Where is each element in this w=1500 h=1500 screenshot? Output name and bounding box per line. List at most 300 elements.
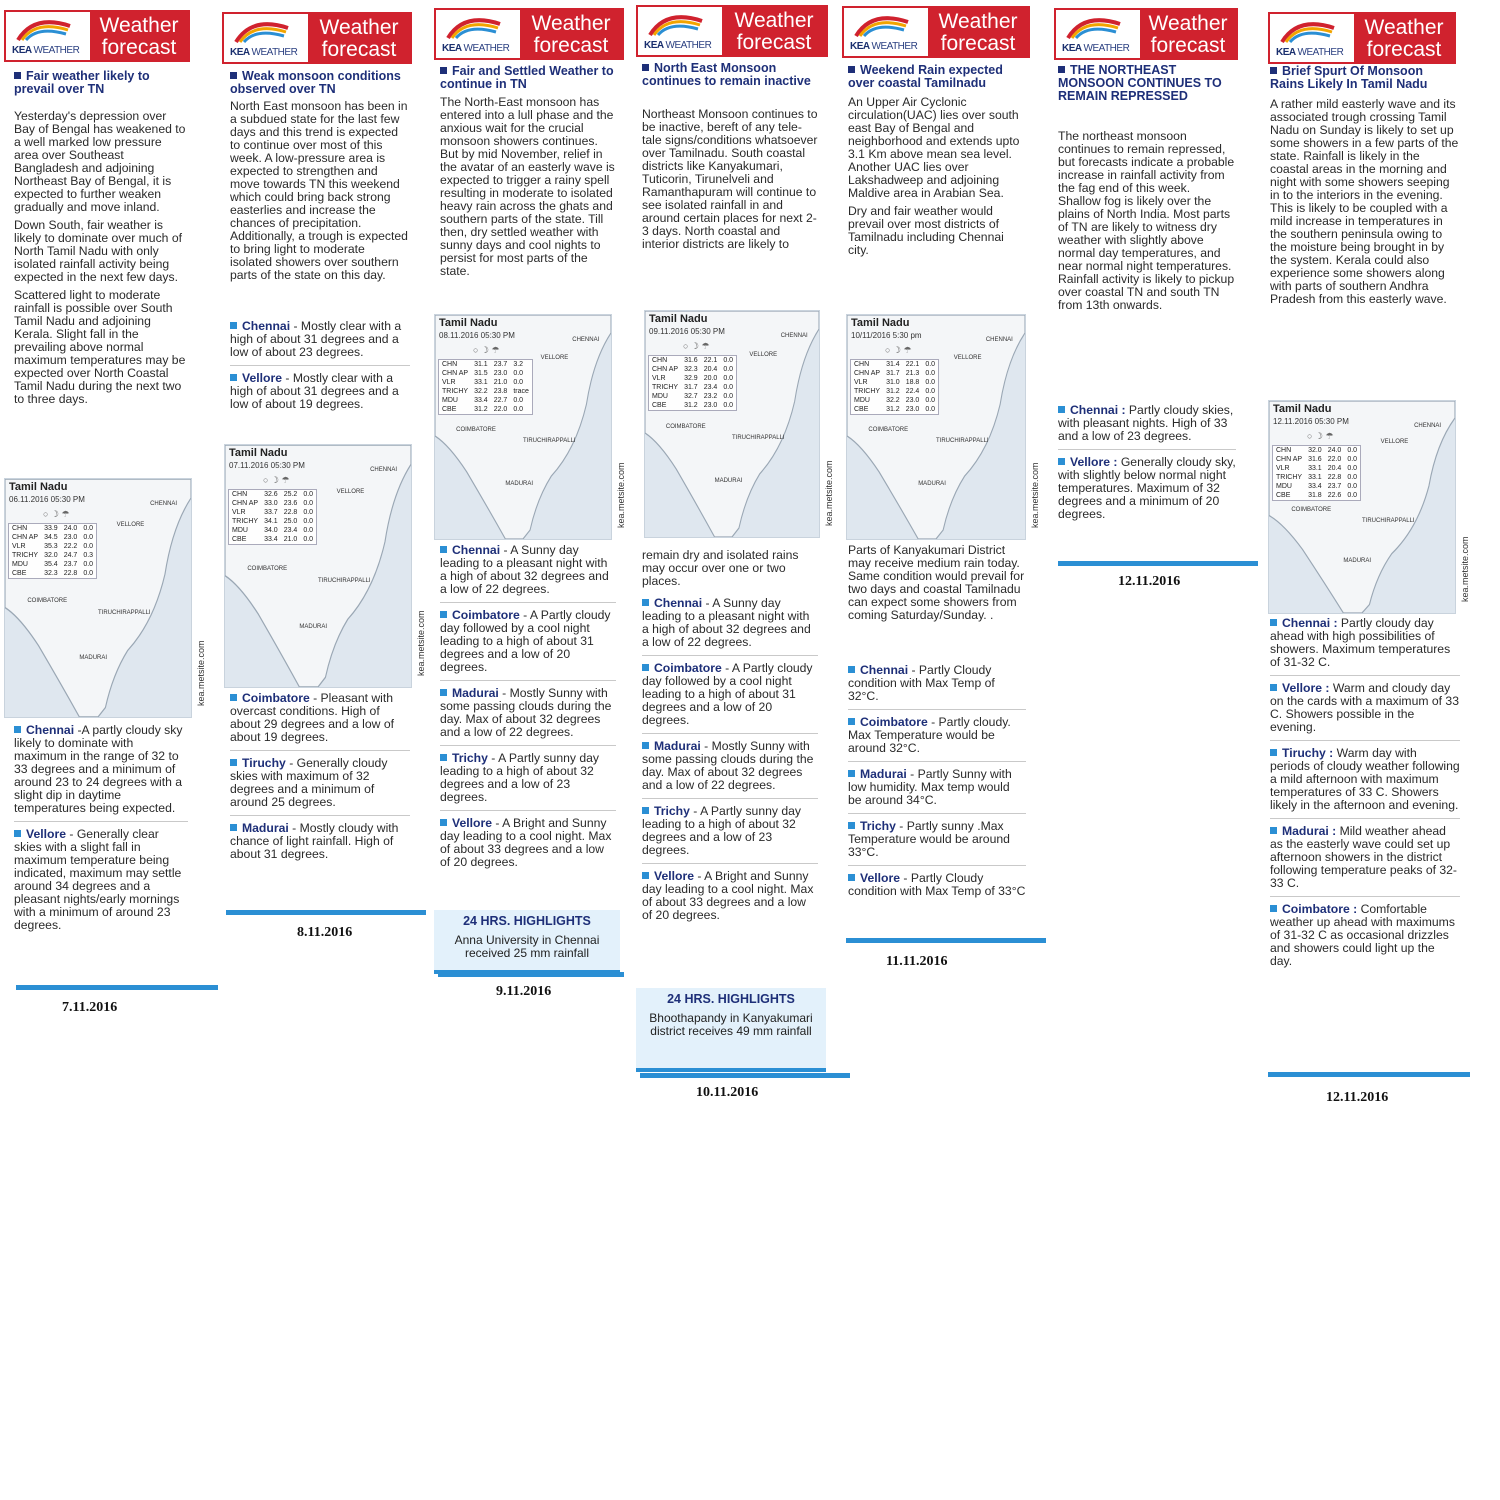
banner-title-line1: Weather xyxy=(1148,12,1228,35)
table-cell: 0.0 xyxy=(1347,465,1358,472)
city-name: Madurai xyxy=(860,767,907,781)
table-cell: 31.5 xyxy=(474,370,488,377)
bullet-square-icon xyxy=(642,742,649,749)
table-cell: 0.0 xyxy=(925,379,936,386)
bullet-square-icon xyxy=(440,754,447,761)
city-name: Coimbatore xyxy=(860,715,928,729)
city-text: - A Partly cloudy day followed by a cool night leading to a high of about 31 degrees and a low of 20 degrees. xyxy=(440,608,611,674)
highlights-box xyxy=(434,910,620,974)
map-legend-icons: ○ ☽ ☂ xyxy=(43,509,70,519)
map-title: Tamil Nadu xyxy=(1273,403,1332,415)
city-name: Chennai xyxy=(242,319,291,333)
article-headline xyxy=(230,70,410,96)
city-name: Coimbatore xyxy=(654,661,722,675)
table-cell: MDU xyxy=(854,397,870,404)
table-cell: CHN AP xyxy=(442,370,469,377)
city-text: - Generally cloudy skies with maximum of 32 degrees and a minimum of around 25 degrees. xyxy=(230,756,388,809)
bullet-square-icon xyxy=(848,822,855,829)
headline-text: Weekend Rain expected over coastal Tamilnadu xyxy=(848,63,1003,90)
table-cell: 22.1 xyxy=(703,357,718,364)
table-row xyxy=(1273,455,1361,464)
forecast-banner xyxy=(222,12,412,64)
table-row xyxy=(851,378,939,387)
map-site-credit: kea.metsite.com xyxy=(1460,536,1470,602)
map-place-label: TIRUCHIRAPPALLI xyxy=(732,435,785,442)
table-cell: 25.0 xyxy=(283,518,298,525)
city-name: Chennai xyxy=(26,723,75,737)
city-text: - A Bright and Sunny day leading to a cool night. Max of about 33 degrees and a low of 20 degrees. xyxy=(642,869,814,922)
map-site-credit: kea.metsite.com xyxy=(196,640,206,706)
table-cell: 0.0 xyxy=(723,375,734,382)
city-forecast xyxy=(230,822,410,867)
table-cell: 0.0 xyxy=(1347,474,1358,481)
table-cell: 0.0 xyxy=(723,384,734,391)
city-forecast xyxy=(14,828,188,938)
headline-text: Fair weather likely to prevail over TN xyxy=(14,69,150,96)
table-cell: 0.0 xyxy=(925,388,936,395)
table-cell: 24.0 xyxy=(1327,447,1342,454)
headline-text: THE NORTHEAST MONSOON CONTINUES TO REMAIN REPRESSED xyxy=(1058,63,1222,103)
table-cell: 0.3 xyxy=(83,552,94,559)
map-date: 06.11.2016 05:30 PM xyxy=(9,495,85,504)
city-forecast xyxy=(1270,825,1460,897)
city-forecasts xyxy=(1058,404,1236,533)
banner-title-line2: forecast xyxy=(940,32,1016,55)
table-cell: 23.7 xyxy=(63,561,78,568)
issue-date: 10.11.2016 xyxy=(696,1085,759,1100)
kea-weather-logo xyxy=(8,14,90,58)
table-cell: VLR xyxy=(232,509,246,516)
logo-weather: WEATHER xyxy=(665,40,712,51)
logo-weather: WEATHER xyxy=(1083,43,1130,54)
forecast-banner xyxy=(636,5,828,57)
table-row xyxy=(229,508,317,517)
bullet-square-icon xyxy=(230,759,237,766)
column-rule xyxy=(16,985,218,990)
weather-map xyxy=(1268,400,1456,614)
kea-weather-logo xyxy=(846,10,928,54)
table-cell: 22.0 xyxy=(493,406,508,413)
table-cell: 0.0 xyxy=(723,366,734,373)
table-cell: 31.4 xyxy=(886,361,900,368)
map-place-label: MADURAI xyxy=(299,624,328,631)
table-row xyxy=(439,396,533,405)
city-name: Vellore xyxy=(452,816,492,830)
table-cell: 33.7 xyxy=(264,509,278,516)
weather-map xyxy=(644,310,820,538)
city-text: - Generally clear skies with a slight fall in maximum temperature being indicated, maximum may settle around 34 degrees and a pleasant nights/early mornings with a minimum of around 23 degrees. xyxy=(14,827,182,932)
table-row xyxy=(1273,482,1361,491)
table-cell: 31.6 xyxy=(1308,456,1322,463)
map-legend-icons: ○ ☽ ☂ xyxy=(263,475,290,485)
article-body xyxy=(230,100,410,287)
table-cell: 22.4 xyxy=(905,388,920,395)
table-row xyxy=(851,396,939,405)
table-cell: 32.2 xyxy=(886,397,900,404)
table-row xyxy=(649,392,737,401)
table-cell: 33.1 xyxy=(1308,465,1322,472)
bullet-square-icon xyxy=(642,64,649,71)
table-cell: 23.0 xyxy=(63,534,78,541)
banner-title-line2: forecast xyxy=(101,36,177,59)
article-body xyxy=(1270,98,1460,311)
map-date: 12.11.2016 05:30 PM xyxy=(1273,417,1349,426)
banner-title xyxy=(722,7,826,55)
table-cell: 23.2 xyxy=(703,393,718,400)
weather-map xyxy=(434,314,612,540)
city-text: - Mostly Sunny with some passing clouds during the day. Max of about 32 degrees and a low of 22 degrees. xyxy=(440,686,612,739)
logo-text xyxy=(230,47,297,58)
table-cell: 32.6 xyxy=(264,491,278,498)
bullet-square-icon xyxy=(14,830,21,837)
observation-table xyxy=(850,359,939,415)
city-text: - Mostly clear with a high of about 31 degrees and a low of about 23 degrees. xyxy=(230,319,402,359)
table-cell: 34.0 xyxy=(264,527,278,534)
bullet-square-icon xyxy=(14,726,21,733)
logo-kea: KEA xyxy=(1276,47,1296,58)
city-name: Tiruchy xyxy=(242,756,286,770)
bullet-square-icon xyxy=(1270,905,1277,912)
table-row xyxy=(439,378,533,387)
kea-weather-logo xyxy=(226,16,308,60)
column-rule xyxy=(226,910,426,915)
table-cell: 0.0 xyxy=(83,543,94,550)
table-cell: 0.0 xyxy=(83,570,94,577)
city-forecasts xyxy=(848,664,1026,910)
bullet-square-icon xyxy=(230,694,237,701)
map-site-credit: kea.metsite.com xyxy=(824,460,834,526)
table-cell: CBE xyxy=(442,406,457,413)
table-cell: MDU xyxy=(652,393,668,400)
table-cell: 31.2 xyxy=(474,406,488,413)
forecast-banner xyxy=(1054,8,1238,60)
city-name: Vellore : xyxy=(1282,681,1330,695)
highlights-box xyxy=(636,988,826,1072)
article-body xyxy=(14,110,188,411)
map-place-label: TIRUCHIRAPPALLI xyxy=(98,609,151,616)
table-cell: 0.0 xyxy=(303,518,314,525)
table-cell: 0.0 xyxy=(1347,447,1358,454)
city-forecast xyxy=(642,870,818,928)
bullet-square-icon xyxy=(14,72,21,79)
banner-title-line2: forecast xyxy=(1366,38,1442,61)
city-name: Madurai xyxy=(452,686,499,700)
article-body xyxy=(440,96,616,283)
city-forecast xyxy=(642,662,818,734)
table-row xyxy=(9,569,97,579)
city-text: Mild weather ahead as the easterly wave could set up afternoon showers in the district following temperature peaks of 32-33 C. xyxy=(1270,824,1457,890)
table-cell: 21.3 xyxy=(905,370,920,377)
city-text: Generally cloudy sky, with slightly below normal night temperatures. Maximum of 32 degrees and a minimum of 20 degrees. xyxy=(1058,455,1236,521)
table-cell: CBE xyxy=(854,406,869,413)
city-text: - A Bright and Sunny day leading to a cool night. Max of about 33 degrees and a low of 20 degrees. xyxy=(440,816,612,869)
map-place-label: VELLORE xyxy=(1380,439,1409,446)
table-cell: 0.0 xyxy=(925,370,936,377)
bullet-square-icon xyxy=(1270,67,1277,74)
article-headline xyxy=(642,62,818,88)
table-cell: 35.3 xyxy=(44,543,58,550)
table-cell: CBE xyxy=(232,536,247,543)
weather-map xyxy=(224,444,412,688)
city-forecast xyxy=(1270,682,1460,741)
table-cell: MDU xyxy=(1276,483,1292,490)
table-row xyxy=(649,401,737,411)
map-place-label: CHENNAI xyxy=(150,501,178,507)
city-text: -A partly cloudy sky likely to dominate with maximum in the range of 32 to 33 degrees and a minimum of around 23 to 24 degrees with a slight dip in daytime temperatures being expected. xyxy=(14,723,183,815)
table-cell: 0.0 xyxy=(83,534,94,541)
table-row xyxy=(1273,464,1361,473)
logo-kea: KEA xyxy=(1062,43,1082,54)
map-title: Tamil Nadu xyxy=(851,317,910,329)
table-cell: 33.4 xyxy=(474,397,488,404)
city-forecast xyxy=(440,752,616,811)
logo-text xyxy=(1276,47,1343,58)
table-row xyxy=(851,405,939,415)
logo-weather: WEATHER xyxy=(871,41,918,52)
map-place-label: TIRUCHIRAPPALLI xyxy=(318,578,371,585)
bullet-square-icon xyxy=(230,824,237,831)
city-text: - Pleasant with overcast conditions. High of about 29 degrees and a low of about 19 degrees. xyxy=(230,691,394,744)
city-text: - Partly Sunny with low humidity. Max temp would be around 34°C. xyxy=(848,767,1012,807)
map-place-label: COIMBATORE xyxy=(868,427,909,433)
table-cell: 31.8 xyxy=(1308,492,1322,499)
table-cell: 18.8 xyxy=(905,379,920,386)
table-cell: 32.7 xyxy=(684,393,698,400)
map-legend-icons: ○ ☽ ☂ xyxy=(683,341,710,351)
city-forecast xyxy=(230,320,410,366)
map-place-label: TIRUCHIRAPPALLI xyxy=(936,438,989,445)
issue-date: 12.11.2016 xyxy=(1326,1090,1389,1105)
highlights-title: 24 HRS. HIGHLIGHTS xyxy=(667,992,795,1006)
city-name: Chennai xyxy=(452,543,501,557)
highlights-text: Anna University in Chennai received 25 mm rainfall xyxy=(454,933,600,960)
table-cell: VLR xyxy=(12,543,26,550)
bullet-square-icon xyxy=(642,872,649,879)
map-site-credit: kea.metsite.com xyxy=(1030,462,1040,528)
table-row xyxy=(649,356,737,366)
bullet-square-icon xyxy=(230,374,237,381)
map-date: 07.11.2016 05:30 PM xyxy=(229,461,305,470)
logo-text xyxy=(12,45,79,56)
table-cell: 31.2 xyxy=(886,406,900,413)
table-cell: 32.0 xyxy=(44,552,58,559)
table-cell: 33.0 xyxy=(264,500,278,507)
table-cell: CHN AP xyxy=(652,366,679,373)
weather-map xyxy=(4,478,192,718)
logo-weather: WEATHER xyxy=(251,47,298,58)
logo-kea: KEA xyxy=(230,47,250,58)
city-forecast xyxy=(848,768,1026,814)
table-cell: trace xyxy=(513,388,529,395)
table-cell: 0.0 xyxy=(83,525,94,532)
city-name: Vellore : xyxy=(1070,455,1118,469)
table-row xyxy=(439,387,533,396)
city-text: - Mostly Sunny with some passing clouds during the day. Max of about 32 degrees and a low of 22 degrees. xyxy=(642,739,814,792)
headline-text: North East Monsoon continues to remain inactive xyxy=(642,61,811,88)
city-text: - Mostly cloudy with chance of light rainfall. High of about 31 degrees. xyxy=(230,821,399,861)
map-place-label: VELLORE xyxy=(336,488,365,495)
map-place-label: MADURAI xyxy=(1343,557,1372,564)
table-cell: 0.0 xyxy=(303,509,314,516)
logo-text xyxy=(644,40,711,51)
map-place-label: MADURAI xyxy=(714,478,743,485)
city-text: - Partly sunny .Max Temperature would be around 33°C. xyxy=(848,819,1010,859)
bullet-square-icon xyxy=(1270,619,1277,626)
city-text: - Partly Cloudy condition with Max Temp of 33°C xyxy=(848,871,1026,898)
city-forecast xyxy=(230,372,410,417)
banner-title xyxy=(90,12,188,60)
table-cell: 0.0 xyxy=(723,402,734,409)
banner-title xyxy=(928,8,1028,56)
table-cell: 23.0 xyxy=(905,397,920,404)
table-cell: TRICHY xyxy=(854,388,881,395)
table-cell: 20.0 xyxy=(703,375,718,382)
bullet-square-icon xyxy=(1058,406,1065,413)
city-name: Trichy xyxy=(452,751,488,765)
table-cell: 33.9 xyxy=(44,525,58,532)
table-cell: 23.0 xyxy=(905,406,920,413)
banner-title-line2: forecast xyxy=(533,34,609,57)
map-place-label: VELLORE xyxy=(749,351,778,358)
city-name: Madurai : xyxy=(1282,824,1337,838)
table-cell: 0.0 xyxy=(303,491,314,498)
table-row xyxy=(851,360,939,370)
table-cell: 22.0 xyxy=(1327,456,1342,463)
city-forecast xyxy=(848,872,1026,904)
table-cell: CHN AP xyxy=(854,370,881,377)
map-place-label: CHENNAI xyxy=(1414,423,1442,429)
forecast-banner xyxy=(434,8,624,60)
table-row xyxy=(439,360,533,370)
table-cell: 33.1 xyxy=(1308,474,1322,481)
table-cell: 0.0 xyxy=(723,357,734,364)
table-cell: 0.0 xyxy=(513,406,524,413)
highlights-text: Bhoothapandy in Kanyakumari district receives 49 mm rainfall xyxy=(649,1011,813,1038)
table-cell: 0.0 xyxy=(925,397,936,404)
city-text: Warm day with periods of cloudy weather following a mild afternoon with maximum temperatures of 33 C. Showers likely in the afternoon and evening. xyxy=(1270,746,1460,812)
logo-text xyxy=(442,43,509,54)
paragraph: Down South, fair weather is likely to dominate over much of North Tamil Nadu with only isolated rainfall activity being expected in the next few days. xyxy=(14,218,182,284)
article-body xyxy=(848,96,1026,262)
table-cell: CHN xyxy=(1276,447,1292,454)
map-legend-icons: ○ ☽ ☂ xyxy=(1307,431,1334,441)
table-cell: 23.8 xyxy=(493,388,508,395)
paragraph: remain dry and isolated rains may occur over one or two places. xyxy=(642,548,799,588)
banner-title-line1: Weather xyxy=(99,14,179,37)
table-cell: CHN xyxy=(12,525,28,532)
map-date: 08.11.2016 05:30 PM xyxy=(439,331,515,340)
issue-date: 12.11.2016 xyxy=(1118,574,1181,589)
map-place-label: MADURAI xyxy=(505,480,534,487)
table-cell: CHN xyxy=(652,357,668,364)
table-row xyxy=(1273,446,1361,456)
table-cell: TRICHY xyxy=(232,518,259,525)
map-legend-icons: ○ ☽ ☂ xyxy=(473,345,500,355)
city-forecast xyxy=(1270,617,1460,676)
table-row xyxy=(229,499,317,508)
logo-kea: KEA xyxy=(644,40,664,51)
map-place-label: TIRUCHIRAPPALLI xyxy=(1362,517,1415,524)
table-cell: 32.2 xyxy=(474,388,488,395)
banner-title-line1: Weather xyxy=(319,16,399,39)
bullet-square-icon xyxy=(1058,66,1065,73)
bullet-square-icon xyxy=(230,72,237,79)
column-rule xyxy=(1058,561,1258,566)
article-headline xyxy=(1058,64,1236,103)
map-place-label: CHENNAI xyxy=(572,337,600,343)
map-legend-icons: ○ ☽ ☂ xyxy=(885,345,912,355)
city-text: - A Sunny day leading to a pleasant night with a high of about 32 degrees and a low of 22 degrees. xyxy=(642,596,811,649)
city-forecast xyxy=(1058,456,1236,527)
logo-kea: KEA xyxy=(442,43,462,54)
kea-weather-logo xyxy=(1272,16,1354,60)
banner-title-line1: Weather xyxy=(531,12,611,35)
table-cell: 32.0 xyxy=(1308,447,1322,454)
city-forecast xyxy=(230,692,410,751)
table-cell: 0.0 xyxy=(1347,456,1358,463)
table-cell: TRICHY xyxy=(652,384,679,391)
city-forecast xyxy=(1058,404,1236,450)
table-cell: CHN AP xyxy=(1276,456,1303,463)
city-text: - A Partly sunny day leading to a high of about 32 degrees and a low of 23 degrees. xyxy=(440,751,600,804)
map-title: Tamil Nadu xyxy=(649,313,708,325)
article-body xyxy=(642,108,818,256)
paragraph: Yesterday's depression over Bay of Bengal has weakened to a well marked low pressure area over Southeast Bangladesh and adjoining Northeast Bay of Bengal, it is expected to further weaken gradually and move inland. xyxy=(14,109,186,214)
table-cell: CBE xyxy=(1276,492,1291,499)
table-cell: 0.0 xyxy=(925,406,936,413)
city-text: Partly cloudy skies, with pleasant nights. High of 33 and a low of 23 degrees. xyxy=(1058,403,1234,443)
city-forecast xyxy=(230,757,410,816)
column-rule xyxy=(640,1073,850,1078)
observation-table xyxy=(438,359,533,415)
map-place-label: COIMBATORE xyxy=(456,427,496,433)
city-name: Coimbatore : xyxy=(1282,902,1358,916)
table-cell: MDU xyxy=(442,397,458,404)
banner-title-line2: forecast xyxy=(736,31,812,54)
city-name: Madurai xyxy=(654,739,701,753)
paragraph: Northeast Monsoon continues to be inactive, bereft of any tele-tale signs/conditions whatsoever over Tamilnadu. South coastal districts like Kanyakumari, Tuticorin, Tirunelveli and Ramanthapuram will continue to see isolated rainfall in and around certain places for next 2-3 days. North coastal and interior districts are likely to xyxy=(642,107,818,251)
table-cell: CHN AP xyxy=(12,534,39,541)
kea-weather-logo xyxy=(1058,12,1140,56)
table-cell: 22.2 xyxy=(63,543,78,550)
forecast-banner xyxy=(842,6,1030,58)
article-body-continued xyxy=(848,544,1026,627)
city-text: - Partly Cloudy condition with Max Temp of 32°C. xyxy=(848,663,995,703)
table-cell: 33.4 xyxy=(1308,483,1322,490)
city-name: Trichy xyxy=(654,804,690,818)
table-cell: 25.2 xyxy=(283,491,298,498)
table-cell: 0.0 xyxy=(1347,492,1358,499)
map-place-label: VELLORE xyxy=(953,355,982,362)
table-cell: 22.7 xyxy=(493,397,508,404)
city-text: Comfortable weather up ahead with maximums of 31-32 C as occasional drizzles and showers could light up the day. xyxy=(1270,902,1455,968)
map-site-credit: kea.metsite.com xyxy=(616,462,626,528)
city-name: Vellore xyxy=(860,871,900,885)
table-cell: 21.0 xyxy=(493,379,508,386)
city-forecast xyxy=(1270,903,1460,974)
bullet-square-icon xyxy=(642,599,649,606)
map-date: 09.11.2016 05:30 PM xyxy=(649,327,725,336)
city-text: - Mostly clear with a high of about 31 degrees and a low of about 19 degrees. xyxy=(230,371,399,411)
table-row xyxy=(439,369,533,378)
table-row xyxy=(851,387,939,396)
banner-title-line2: forecast xyxy=(1150,34,1226,57)
table-cell: 21.0 xyxy=(283,536,298,543)
table-cell: 0.0 xyxy=(1347,483,1358,490)
table-cell: VLR xyxy=(652,375,666,382)
kea-weather-logo xyxy=(438,12,520,56)
map-place-label: COIMBATORE xyxy=(1291,507,1332,513)
